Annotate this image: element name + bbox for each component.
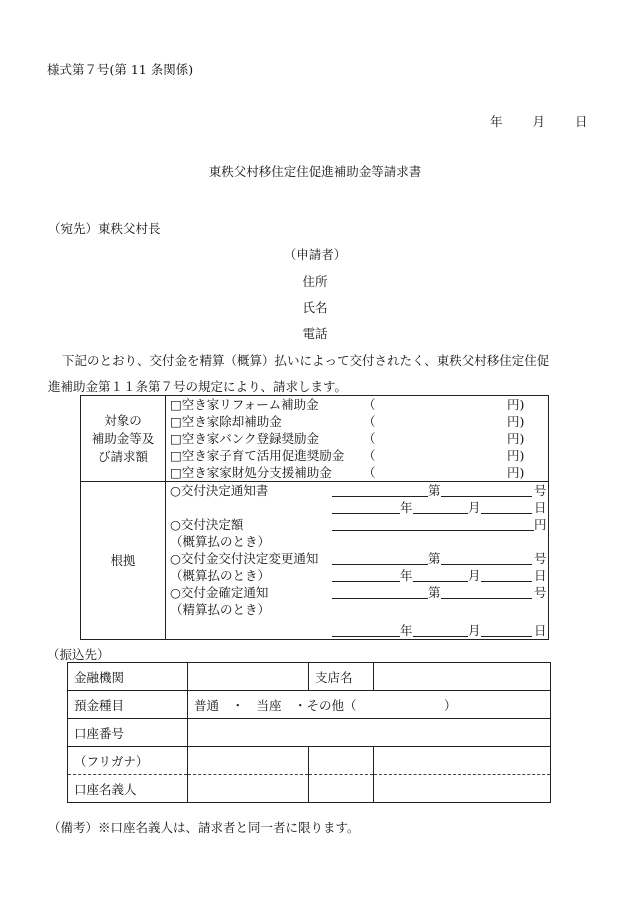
notice-date-row bbox=[170, 499, 547, 516]
item-childcare[interactable] bbox=[170, 447, 544, 464]
item-disposal[interactable] bbox=[170, 464, 544, 481]
basis-notice: ○交付決定通知書 bbox=[170, 483, 269, 498]
body-text-line1: 下記のとおり、交付金を精算（概算）払いによって交付されたく、東秩父村移住定住促 bbox=[62, 353, 550, 368]
claim-table bbox=[80, 395, 549, 640]
item-bank-registration[interactable] bbox=[170, 430, 544, 447]
yen-unit: 円) bbox=[507, 431, 525, 446]
date-day: 日 bbox=[574, 114, 588, 129]
hi-text: 日 bbox=[534, 568, 547, 583]
basis-change-row bbox=[170, 550, 547, 567]
dai-text: 第 bbox=[428, 551, 441, 566]
account-type-label: 預金種目 bbox=[68, 691, 188, 719]
basis-change: ○交付金交付決定変更通知 bbox=[170, 551, 319, 566]
yen-unit: 円) bbox=[507, 465, 525, 480]
paren-open: （ bbox=[363, 465, 376, 480]
paren-open: （ bbox=[363, 414, 376, 429]
item-renovation[interactable] bbox=[170, 396, 544, 413]
notice-date-field[interactable] bbox=[332, 499, 532, 514]
item-label: □空き家子育て活用促進奨励金 bbox=[170, 448, 345, 463]
basis-notice-row bbox=[170, 482, 547, 499]
go-text: 号 bbox=[534, 483, 547, 498]
furigana-input-1[interactable] bbox=[188, 747, 309, 775]
paren-open: （ bbox=[363, 448, 376, 463]
basis-final-row bbox=[170, 584, 547, 601]
addressee: （宛先）東秩父村長 bbox=[48, 221, 161, 236]
account-type-options[interactable]: 普通 ・ 当座 ・その他（ ） bbox=[188, 691, 551, 719]
transfer-table bbox=[67, 662, 551, 803]
holder-label: 口座名義人 bbox=[68, 775, 188, 803]
holder-input-2[interactable] bbox=[309, 775, 374, 803]
transfer-header: （振込先） bbox=[47, 647, 110, 662]
target-label bbox=[81, 396, 166, 482]
item-label: □空き家バンク登録奨励金 bbox=[170, 431, 320, 446]
target-label-3: び請求額 bbox=[97, 448, 148, 464]
yen-unit: 円) bbox=[507, 397, 525, 412]
basis-label: 根拠 bbox=[81, 482, 166, 640]
applicant-name: 氏名 bbox=[302, 300, 328, 315]
go-text: 号 bbox=[534, 551, 547, 566]
page-title: 東秩父村移住定住促進補助金等請求書 bbox=[208, 164, 422, 179]
nen-text: 年 bbox=[400, 568, 413, 583]
hi-text: 日 bbox=[534, 623, 547, 638]
amount-field[interactable] bbox=[332, 516, 546, 531]
dai-text: 第 bbox=[428, 483, 441, 498]
furigana-input-3[interactable] bbox=[374, 747, 551, 775]
paren-open: （ bbox=[363, 397, 376, 412]
amount-note-row bbox=[170, 533, 544, 550]
tsuki-text: 月 bbox=[468, 623, 481, 638]
holder-input-3[interactable] bbox=[374, 775, 551, 803]
yen-unit: 円) bbox=[507, 448, 525, 463]
change-date-field[interactable] bbox=[332, 567, 532, 582]
hi-text: 日 bbox=[534, 500, 547, 515]
branch-label: 支店名 bbox=[309, 663, 374, 691]
basis-cell bbox=[166, 482, 549, 640]
account-number-input[interactable] bbox=[188, 719, 551, 747]
item-label: □空き家リフォーム補助金 bbox=[170, 397, 319, 412]
date-month: 月 bbox=[532, 114, 545, 129]
date-line bbox=[490, 112, 587, 130]
remarks-note: （備考）※口座名義人は、請求者と同一者に限ります。 bbox=[48, 820, 360, 835]
dai-text: 第 bbox=[428, 585, 441, 600]
item-label: □空き家家財処分支援補助金 bbox=[170, 465, 332, 480]
paren-open: （ bbox=[363, 431, 376, 446]
applicant-phone: 電話 bbox=[302, 326, 328, 341]
form-number: 様式第７号(第 11 条関係) bbox=[47, 62, 194, 77]
final-note-row bbox=[170, 601, 544, 618]
go-text: 号 bbox=[534, 585, 547, 600]
yen-text: 円 bbox=[534, 517, 547, 532]
change-note: （概算払のとき） bbox=[170, 568, 271, 583]
target-label-1: 対象の bbox=[104, 412, 142, 428]
target-label-2: 補助金等及 bbox=[91, 430, 155, 446]
body-text-line2: 進補助金第１１条第７号の規定により、請求します。 bbox=[48, 379, 348, 394]
holder-input-1[interactable] bbox=[188, 775, 309, 803]
account-number-label: 口座番号 bbox=[68, 719, 188, 747]
tsuki-text: 月 bbox=[468, 568, 481, 583]
basis-amount-row bbox=[170, 516, 547, 533]
date-year: 年 bbox=[490, 114, 503, 129]
bank-input[interactable] bbox=[188, 663, 309, 691]
final-date-row bbox=[170, 622, 547, 639]
amount-note: （概算払のとき） bbox=[170, 534, 271, 549]
item-label: □空き家除却補助金 bbox=[170, 414, 282, 429]
furigana-input-2[interactable] bbox=[309, 747, 374, 775]
item-demolition[interactable] bbox=[170, 413, 544, 430]
branch-input[interactable] bbox=[374, 663, 551, 691]
furigana-label: （フリガナ） bbox=[68, 747, 188, 775]
applicant-address: 住所 bbox=[302, 274, 328, 289]
tsuki-text: 月 bbox=[468, 500, 481, 515]
change-date-row bbox=[170, 567, 547, 584]
bank-label: 金融機関 bbox=[68, 663, 188, 691]
final-note: （精算払のとき） bbox=[170, 602, 271, 617]
basis-amount: ○交付決定額 bbox=[170, 517, 244, 532]
yen-unit: 円) bbox=[507, 414, 525, 429]
final-date-field[interactable] bbox=[332, 622, 532, 637]
target-items bbox=[166, 396, 549, 482]
nen-text: 年 bbox=[400, 623, 413, 638]
nen-text: 年 bbox=[400, 500, 413, 515]
basis-final: ○交付金確定通知 bbox=[170, 585, 269, 600]
applicant-header: （申請者） bbox=[283, 247, 347, 262]
